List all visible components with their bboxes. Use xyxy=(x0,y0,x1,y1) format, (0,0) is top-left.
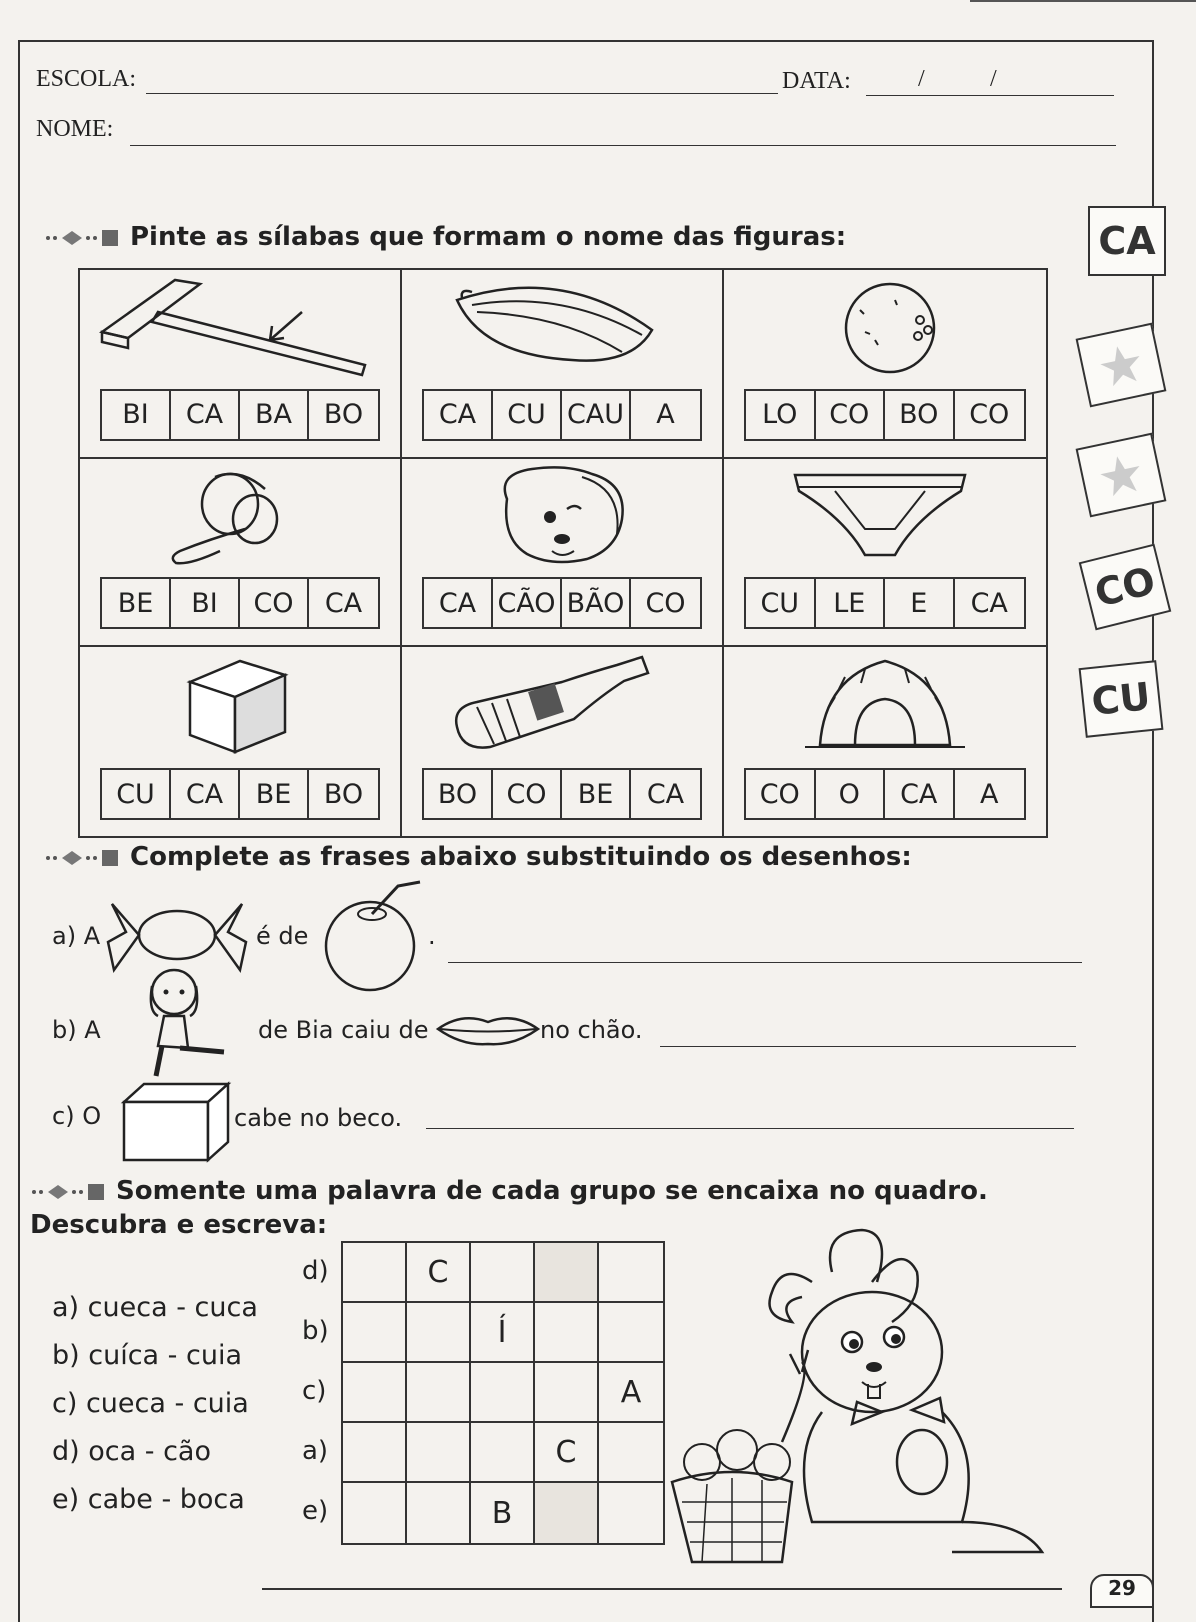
syllable-row xyxy=(422,389,702,441)
syllable-row xyxy=(422,577,702,629)
picture-cell xyxy=(402,270,724,459)
syllable-box[interactable]: CO xyxy=(240,579,309,627)
section3-subtitle: Descubra e escreva: xyxy=(30,1210,328,1240)
side-card-cu: CU xyxy=(1079,660,1164,738)
grid-cell[interactable] xyxy=(535,1483,599,1543)
syllable-box[interactable]: CA xyxy=(324,587,363,619)
word-group: a) cueca - cuca xyxy=(52,1292,258,1323)
syllable-box[interactable]: BÃO xyxy=(562,579,631,627)
syllable-box[interactable]: CA xyxy=(171,391,240,439)
date-field[interactable] xyxy=(866,95,1114,96)
grid-cell[interactable] xyxy=(343,1363,407,1423)
bunny-illustration xyxy=(662,1222,1132,1582)
syllable-row xyxy=(100,389,380,441)
doll-icon xyxy=(128,966,232,1084)
school-field[interactable] xyxy=(146,93,778,94)
syllable-box[interactable]: O xyxy=(816,770,886,818)
bullet-icon xyxy=(44,848,122,868)
syllable-box[interactable]: CÃO xyxy=(493,579,562,627)
syllable-box[interactable]: CA xyxy=(424,579,493,627)
syllable-box[interactable]: BE xyxy=(240,770,309,818)
syllable-box[interactable]: CAU xyxy=(562,391,631,439)
syllable-box[interactable]: CO xyxy=(969,399,1010,431)
word-group: d) oca - cão xyxy=(52,1436,211,1467)
syllable-box[interactable]: CA xyxy=(646,778,685,810)
syllable-box[interactable]: CA xyxy=(885,770,955,818)
grid-cell[interactable] xyxy=(471,1423,535,1483)
grid-cell[interactable] xyxy=(599,1243,663,1303)
star-icon xyxy=(1095,449,1147,501)
sentence-a-start: a) A xyxy=(52,922,101,950)
grid-cell[interactable]: Í xyxy=(471,1303,535,1363)
grid-cell[interactable] xyxy=(407,1423,471,1483)
syllable-box[interactable]: CA xyxy=(424,391,493,439)
word-group: b) cuíca - cuia xyxy=(52,1340,243,1371)
grid-cell[interactable] xyxy=(343,1243,407,1303)
sentence-b-start: b) A xyxy=(52,1016,101,1044)
sentence-a-mid: é de xyxy=(256,922,309,950)
answer-line-c[interactable] xyxy=(426,1128,1074,1129)
date-label: DATA: xyxy=(782,68,851,94)
picture-cell xyxy=(402,647,724,836)
section3-title: Somente uma palavra de cada grupo se encaixa no quadro. xyxy=(116,1176,988,1206)
word-list xyxy=(52,1284,258,1524)
row-label: e) xyxy=(302,1496,329,1526)
syllable-row xyxy=(744,389,1026,441)
star-icon xyxy=(1095,339,1147,391)
grid-cell[interactable] xyxy=(407,1363,471,1423)
sentence-c-start: c) O xyxy=(52,1102,102,1130)
grid-cell[interactable]: B xyxy=(471,1483,535,1543)
picture-cell xyxy=(724,459,1046,648)
syllable-row xyxy=(100,577,380,629)
syllable-row xyxy=(744,768,1026,820)
grid-cell[interactable] xyxy=(535,1303,599,1363)
grid-cell[interactable] xyxy=(535,1243,599,1303)
grid-cell[interactable]: A xyxy=(599,1363,663,1423)
grid-row-labels xyxy=(302,1241,338,1541)
footer-rule xyxy=(262,1588,1062,1590)
coconut-drink-icon xyxy=(320,878,430,998)
sentence-c-end: cabe no beco. xyxy=(234,1104,403,1132)
bullet-icon xyxy=(30,1182,108,1202)
grid-cell[interactable] xyxy=(343,1483,407,1543)
cube-icon xyxy=(80,647,400,757)
sentence-b-mid: de Bia caiu de xyxy=(258,1016,429,1044)
syllable-box[interactable]: CO xyxy=(746,770,816,818)
syllable-row xyxy=(422,768,702,820)
syllable-box[interactable]: BI xyxy=(102,391,171,439)
cacao-pod-icon xyxy=(402,270,722,380)
section1-title: Pinte as sílabas que formam o nome das figuras: xyxy=(130,222,847,252)
grid-cell[interactable] xyxy=(535,1363,599,1423)
syllable-box[interactable]: BO xyxy=(424,770,493,818)
syllable-box[interactable]: CO xyxy=(493,770,562,818)
syllable-box[interactable]: A xyxy=(656,399,675,431)
row-label: a) xyxy=(302,1436,329,1466)
syllable-box[interactable]: BE xyxy=(102,579,171,627)
sentence-b-end: no chão. xyxy=(540,1016,643,1044)
cube-icon xyxy=(120,1080,232,1164)
school-label: ESCOLA: xyxy=(36,66,137,92)
lips-icon xyxy=(434,1010,542,1048)
coconut-icon xyxy=(724,270,1046,380)
syllable-box[interactable]: E xyxy=(885,579,955,627)
underwear-icon xyxy=(724,459,1046,569)
bullet-icon xyxy=(44,228,122,248)
picture-cell xyxy=(80,459,402,648)
syllable-box[interactable]: BA xyxy=(240,391,309,439)
syllable-box[interactable]: CO xyxy=(645,587,686,619)
syllable-box[interactable]: LO xyxy=(746,391,816,439)
picture-cell xyxy=(724,647,1046,836)
syllable-box[interactable]: BO xyxy=(323,399,364,431)
row-label: c) xyxy=(302,1376,327,1406)
picture-cell xyxy=(80,270,402,459)
top-edge-rule xyxy=(970,0,1196,2)
word-group: c) cueca - cuia xyxy=(52,1388,249,1419)
date-separator: / xyxy=(990,66,997,92)
side-card-co: CO xyxy=(1079,544,1172,631)
pacifier-icon xyxy=(80,459,400,569)
syllable-box[interactable]: A xyxy=(980,778,999,810)
name-field[interactable] xyxy=(130,145,1116,146)
section2-title: Complete as frases abaixo substituindo os desenhos: xyxy=(130,842,912,872)
syllable-box[interactable]: CU xyxy=(746,579,816,627)
side-card-ca: CA xyxy=(1088,206,1166,276)
section1-heading xyxy=(44,222,846,252)
grid-cell[interactable]: C xyxy=(535,1423,599,1483)
grid-cell[interactable] xyxy=(599,1483,663,1543)
grid-cell[interactable] xyxy=(599,1423,663,1483)
grid-cell[interactable] xyxy=(407,1303,471,1363)
section2-heading xyxy=(44,842,912,872)
dog-icon xyxy=(402,459,722,569)
page-number: 29 xyxy=(1090,1574,1154,1608)
syllable-row xyxy=(744,577,1026,629)
answer-line-a[interactable] xyxy=(448,962,1082,963)
answer-line-b[interactable] xyxy=(660,1046,1076,1047)
row-label: b) xyxy=(302,1316,329,1346)
syllable-box[interactable]: LE xyxy=(816,579,886,627)
grid-cell[interactable] xyxy=(407,1483,471,1543)
syllable-box[interactable]: CA xyxy=(171,770,240,818)
syllable-box[interactable]: BI xyxy=(171,579,240,627)
syllable-box[interactable]: CU xyxy=(102,770,171,818)
grid-cell[interactable] xyxy=(599,1303,663,1363)
grid-cell[interactable] xyxy=(471,1363,535,1423)
picture-grid xyxy=(78,268,1048,838)
grid-cell[interactable] xyxy=(471,1243,535,1303)
bottle-icon xyxy=(402,647,722,757)
word-grid xyxy=(341,1241,665,1545)
grid-cell[interactable] xyxy=(343,1423,407,1483)
syllable-box[interactable]: BO xyxy=(885,391,955,439)
date-separator: / xyxy=(918,66,925,92)
syllable-box[interactable]: CO xyxy=(816,391,886,439)
syllable-box[interactable]: BO xyxy=(323,778,364,810)
picture-cell xyxy=(402,459,724,648)
row-label: d) xyxy=(302,1256,329,1286)
word-group: e) cabe - boca xyxy=(52,1484,245,1515)
hut-icon xyxy=(724,647,1046,757)
grid-cell[interactable] xyxy=(343,1303,407,1363)
syllable-box[interactable]: CU xyxy=(493,391,562,439)
name-label: NOME: xyxy=(36,116,114,142)
syllable-box[interactable]: CA xyxy=(970,587,1008,619)
picture-cell xyxy=(80,647,402,836)
grid-cell[interactable]: C xyxy=(407,1243,471,1303)
syllable-row xyxy=(100,768,380,820)
squeegee-icon xyxy=(80,270,400,380)
section3-heading xyxy=(30,1176,988,1206)
sentence-a-end: . xyxy=(428,922,436,950)
picture-cell xyxy=(724,270,1046,459)
syllable-box[interactable]: BE xyxy=(562,770,631,818)
